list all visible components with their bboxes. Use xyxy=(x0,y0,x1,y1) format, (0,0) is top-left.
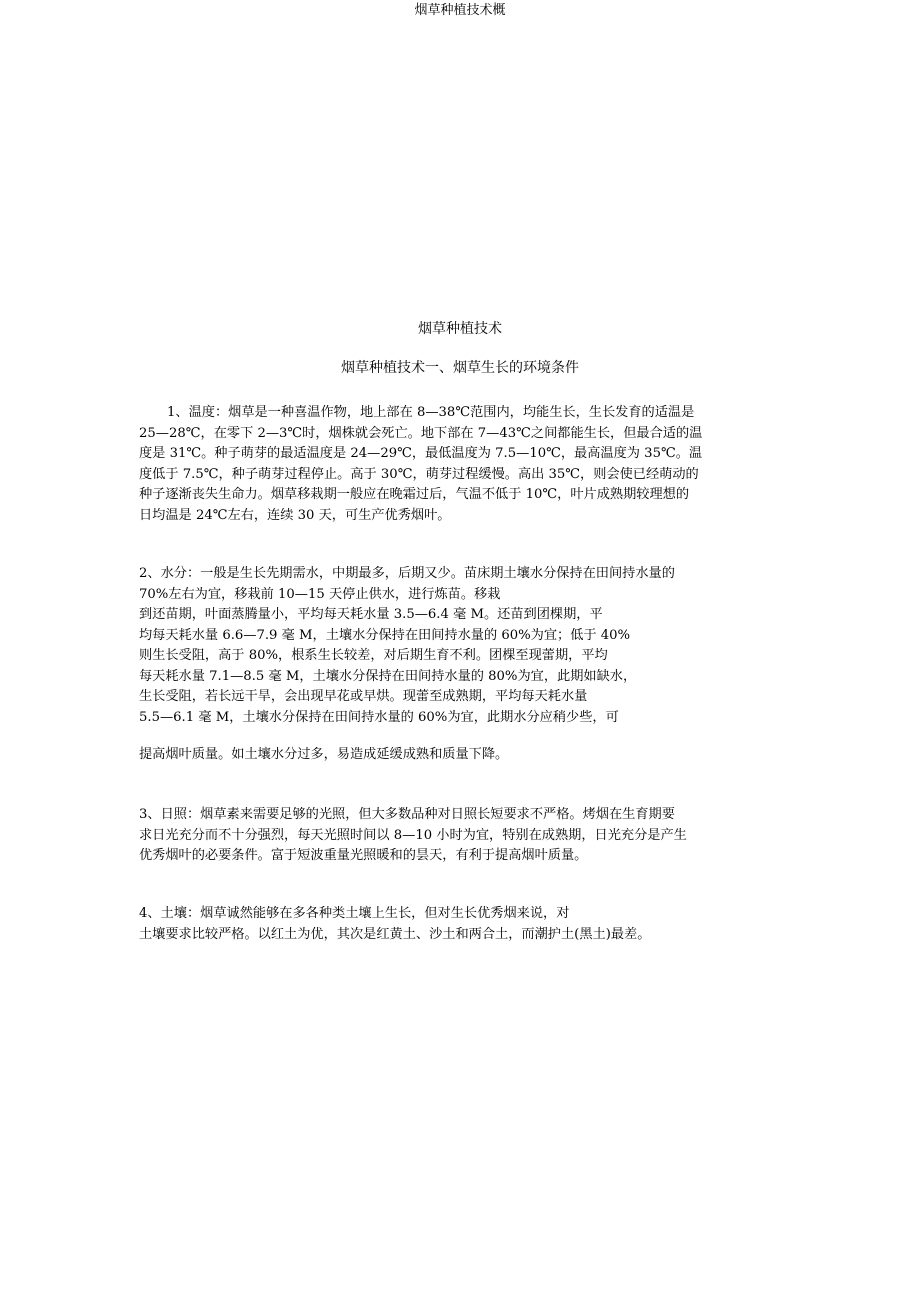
section-soil xyxy=(139,904,789,945)
section-water xyxy=(139,564,789,728)
paragraph-line: 均每天耗水量 6.6—7.9 毫 M，土壤水分保持在田间持水量的 60%为宜；低于 40% xyxy=(139,627,631,643)
section-temperature xyxy=(139,403,789,526)
paragraph-line: 3、日照：烟草素来需要足够的光照，但大多数品种对日照长短要求不严格。烤烟在生育期要 xyxy=(139,807,675,822)
paragraph-line: 25—28℃，在零下 2—3℃时，烟株就会死亡。地下部在 7—43℃之间都能生长，但最合适的温 xyxy=(139,425,703,441)
paragraph-line: 优秀烟叶的必要条件。富于短波重量光照暖和的昙天，有利于提高烟叶质量。 xyxy=(139,848,588,863)
paragraph-line: 70%左右为宜，移栽前 10—15 天停止供水，进行炼苗。移栽 xyxy=(139,586,501,602)
paragraph-line: 日均温是 24℃左右，连续 30 天，可生产优秀烟叶。 xyxy=(139,507,451,523)
paragraph-line: 提高烟叶质量。如土壤水分过多，易造成延缓成熟和质量下降。 xyxy=(139,747,509,762)
paragraph-line: 土壤要求比较严格。以红土为优，其次是红黄土、沙土和两合土，而潮护土(黑土)最差。 xyxy=(139,926,651,942)
paragraph-line: 种子逐渐丧失生命力。烟草移栽期一般应在晚霜过后，气温不低于 10℃，叶片成熟期较理想的 xyxy=(139,487,690,502)
paragraph-line: 2、水分：一般是生长先期需水，中期最多，后期又少。苗床期土壤水分保持在田间持水量的 xyxy=(139,566,675,581)
document-title: 烟草种植技术 xyxy=(418,321,502,337)
paragraph-line: 5.5—6.1 毫 M，土壤水分保持在田间持水量的 60%为宜，此期水分应稍少些，可 xyxy=(139,709,619,725)
section-water-continued xyxy=(139,745,789,766)
paragraph-line: 每天耗水量 7.1—8.5 毫 M，土壤水分保持在田间持水量的 80%为宜，此期如缺水， xyxy=(139,668,637,684)
paragraph-line: 则生长受阻，高于 80%，根系生长较差，对后期生育不利。团棵至现蕾期，平均 xyxy=(139,648,608,663)
document-subtitle: 烟草种植技术一、烟草生长的环境条件 xyxy=(341,360,579,376)
paragraph-line: 求日光充分而不十分强烈，每天光照时间以 8—10 小时为宜，特别在成熟期，日光充分是产生 xyxy=(139,827,687,843)
section-sunlight xyxy=(139,805,789,867)
paragraph-line: 度是 31℃。种子萌芽的最适温度是 24—29℃，最低温度为 7.5—10℃，最高温度为 35℃。温 xyxy=(139,446,703,461)
paragraph-line: 4、土壤：烟草诚然能够在多各种类土壤上生长，但对生长优秀烟来说，对 xyxy=(139,906,570,921)
paragraph-line: 度低于 7.5℃，种子萌芽过程停止。高于 30℃，萌芽过程缓慢。高出 35℃，则会使已经萌动的 xyxy=(139,466,699,482)
paragraph-line: 1、温度：烟草是一种喜温作物，地上部在 8—38℃范围内，均能生长，生长发育的适温是 xyxy=(167,405,695,420)
paragraph-line: 生长受阻，若长远干旱，会出现早花或早烘。现蕾至成熟期，平均每天耗水量 xyxy=(139,689,588,704)
page-header-title: 烟草种植技术概 xyxy=(414,3,506,18)
paragraph-line: 到还苗期，叶面蒸腾量小，平均每天耗水量 3.5—6.4 毫 M。还苗到团棵期，平 xyxy=(139,607,603,622)
